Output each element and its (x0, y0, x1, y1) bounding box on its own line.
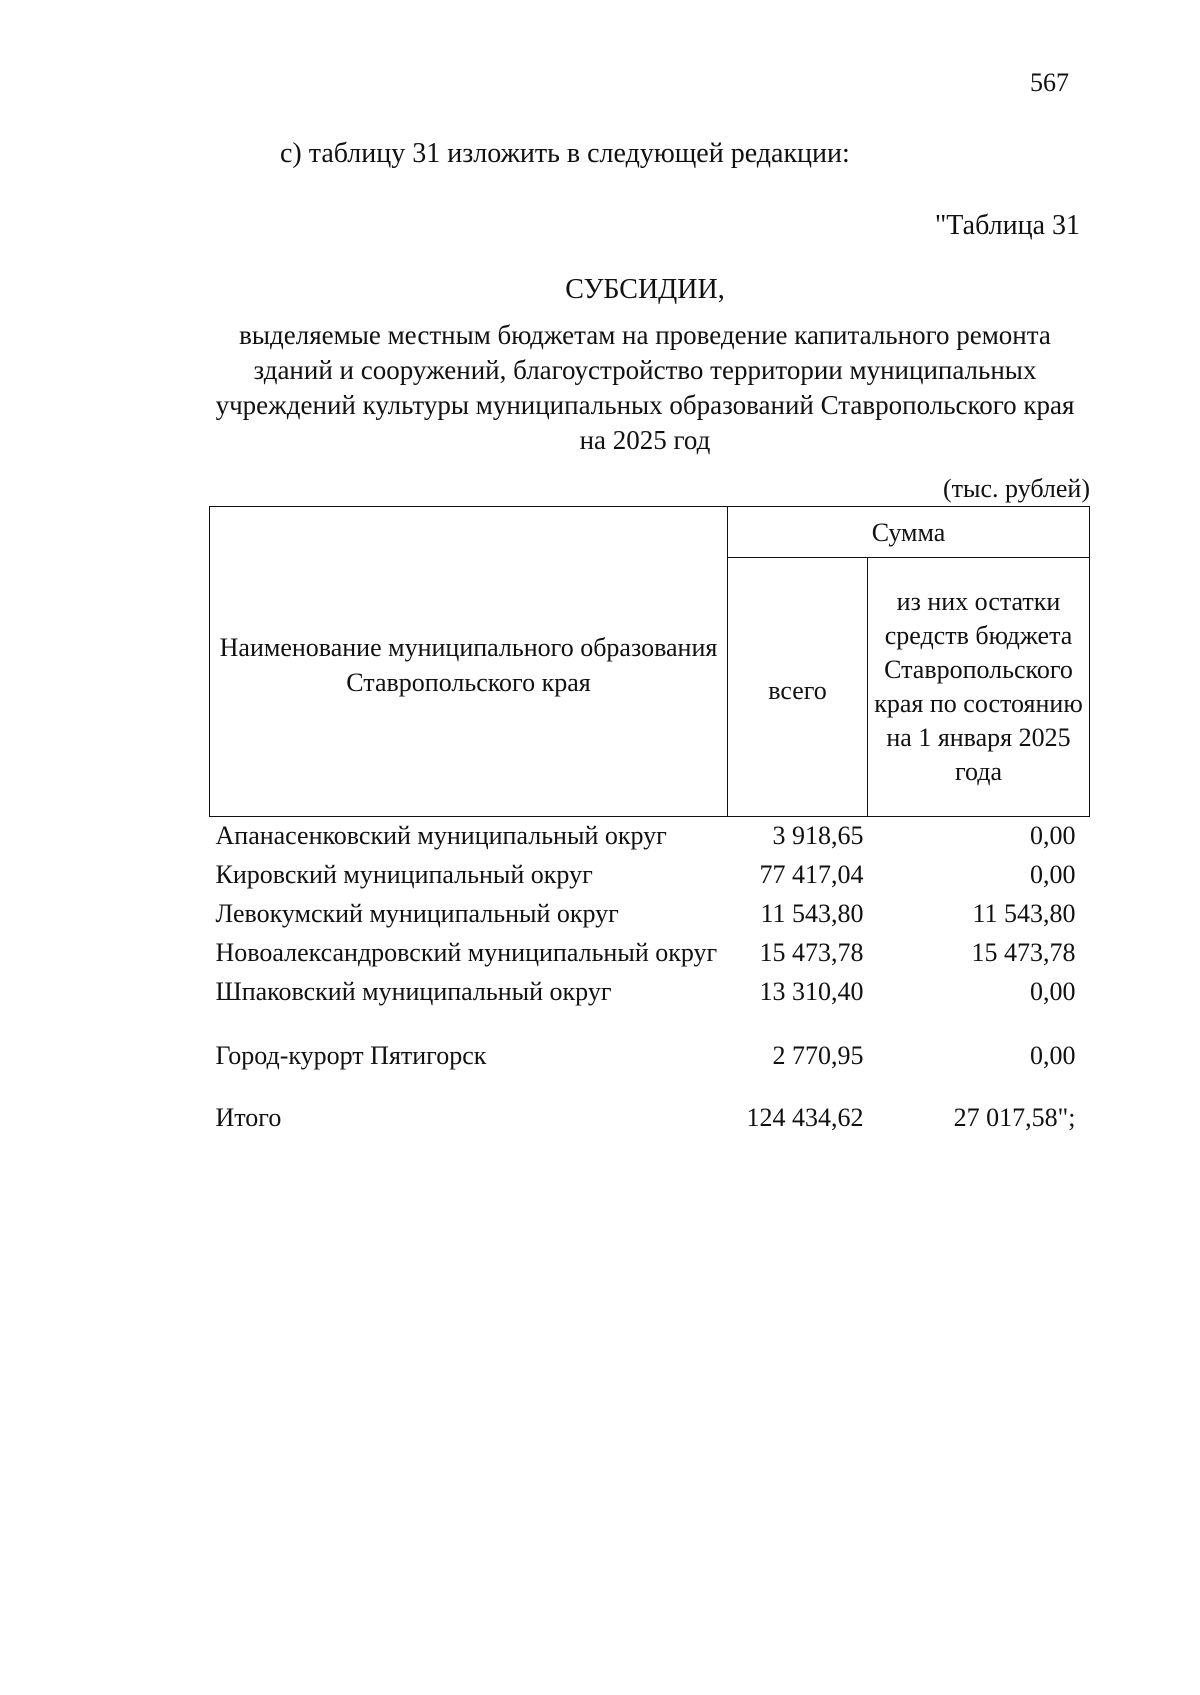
total-row-total: 124 434,62 (746, 1103, 864, 1132)
row-total: 2 770,95 (772, 1041, 864, 1070)
units-label: (тыс. рублей) (942, 474, 1090, 503)
row-total: 15 473,78 (759, 938, 864, 967)
document-title: СУБСИДИИ, (565, 274, 725, 305)
table-row (210, 817, 1090, 857)
table-body (210, 817, 1090, 1139)
row-name: Город-курорт Пятигорск (215, 1041, 487, 1070)
row-total: 77 417,04 (759, 860, 864, 889)
row-remainder: 0,00 (1030, 821, 1076, 850)
page-number: 567 (1030, 68, 1069, 97)
row-remainder: 15 473,78 (971, 938, 1076, 967)
intro-text: с) таблицу 31 изложить в следующей редакции: (280, 138, 850, 169)
row-name: Кировский муниципальный округ (215, 860, 593, 889)
header-remainder: из них остатки средств бюджета Ставропольского края по состоянию на 1 января 2025 года (868, 558, 1090, 817)
row-name: Новоалександровский муниципальный округ (215, 938, 718, 967)
document-subtitle: выделяемые местным бюджетам на проведение капитального ремонта зданий и сооружений, благоустройство территории муниципальных учреждений культуры муниципальных образований Ставропольского края на 2025 год (215, 320, 1075, 455)
table-row (210, 1037, 1090, 1101)
header-name: Наименование муниципального образования Ставропольского края (210, 507, 728, 817)
row-name: Левокумский муниципальный округ (215, 899, 619, 928)
row-total: 13 310,40 (759, 977, 864, 1006)
table-header (210, 507, 1090, 817)
row-remainder: 0,00 (1030, 860, 1076, 889)
total-row-name: Итого (215, 1103, 282, 1132)
row-total: 3 918,65 (772, 821, 864, 850)
table-row (210, 973, 1090, 1037)
table-row (210, 856, 1090, 895)
row-name: Апанасенковский муниципальный округ (215, 821, 667, 850)
table-label: "Таблица 31 (934, 210, 1080, 241)
subsidies-table (209, 506, 1090, 1138)
total-row-remainder: 27 017,58"; (953, 1103, 1076, 1132)
row-remainder: 11 543,80 (972, 899, 1076, 928)
table-row (210, 934, 1090, 973)
table-row (210, 895, 1090, 934)
row-name: Шпаковский муниципальный округ (215, 977, 612, 1006)
total-row (210, 1101, 1090, 1138)
header-total: всего (728, 558, 868, 817)
row-total: 11 543,80 (760, 899, 864, 928)
row-remainder: 0,00 (1030, 977, 1076, 1006)
header-sum: Сумма (728, 507, 1090, 558)
row-remainder: 0,00 (1030, 1041, 1076, 1070)
